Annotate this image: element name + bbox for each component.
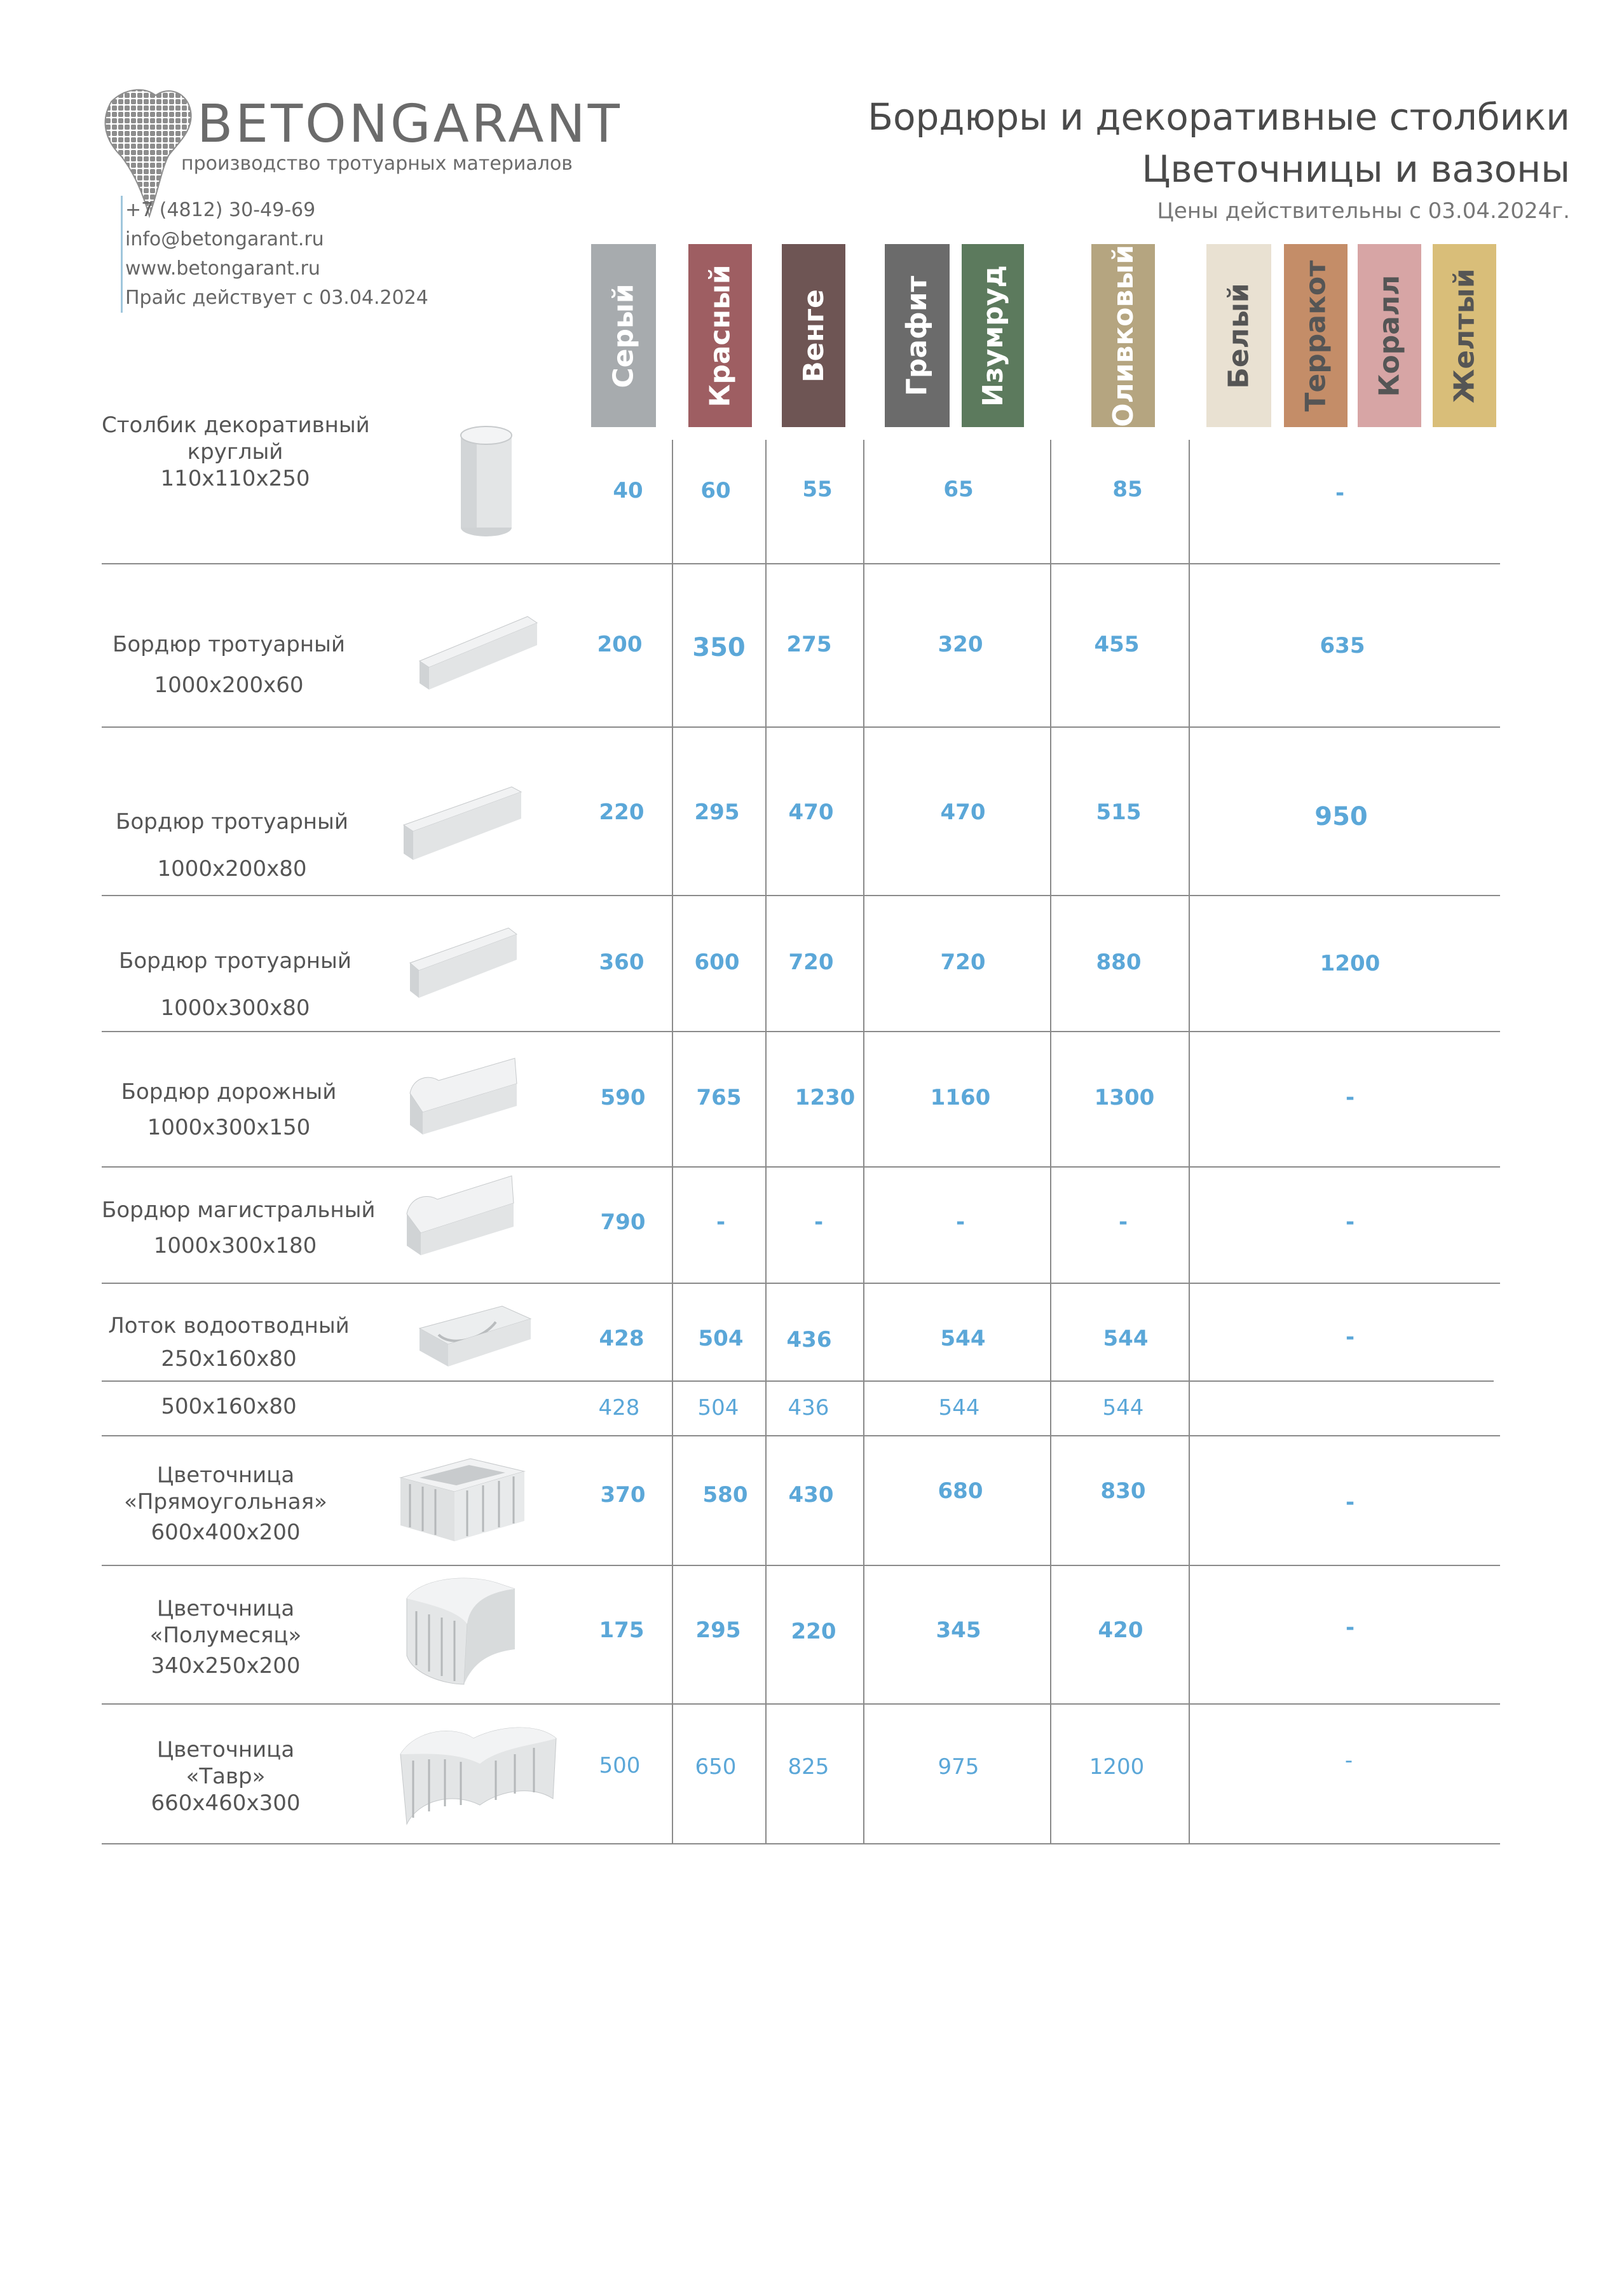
- column-divider: [765, 440, 767, 1843]
- price-cell: 55: [802, 477, 833, 502]
- product-name-line: Бордюр тротуарный: [113, 632, 345, 657]
- price-cell: 175: [599, 1618, 645, 1643]
- row-divider: [102, 1703, 1500, 1705]
- swatch-label: Белый: [1222, 282, 1255, 389]
- planter-tavr-image: [391, 1710, 563, 1837]
- row-divider: [102, 1843, 1500, 1844]
- price-cell: 825: [788, 1754, 829, 1780]
- price-cell: 436: [786, 1327, 832, 1353]
- swatch-label: Графит: [901, 275, 934, 396]
- price-cell: -: [1345, 1085, 1355, 1110]
- brand-name: BETONGARANT: [197, 94, 622, 154]
- price-cell: 220: [599, 800, 645, 825]
- swatch-label: Терракот: [1299, 259, 1332, 412]
- price-cell: 1200: [1320, 951, 1381, 976]
- column-divider: [863, 440, 864, 1843]
- highway-curb-image: [400, 1173, 515, 1258]
- product-name-line: 660x460x300: [151, 1790, 301, 1816]
- price-cell: -: [1345, 1615, 1355, 1640]
- price-cell: 428: [599, 1326, 645, 1351]
- swatch-coral: [1358, 244, 1421, 427]
- product-name-planter-rect: [92, 1462, 359, 1546]
- product-name-line: Цветочница: [156, 1462, 295, 1488]
- product-name-line: 600x400x200: [151, 1520, 301, 1545]
- page-title-line2: Цветочницы и вазоны: [1142, 147, 1570, 191]
- price-cell: 504: [697, 1395, 739, 1421]
- price-cell: -: [1344, 1748, 1353, 1773]
- brand-tagline: производство тротуарных материалов: [181, 153, 573, 175]
- swatch-yellow: [1433, 244, 1496, 427]
- curb-200x80-image: [397, 780, 524, 863]
- swatch-label: Серый: [607, 283, 640, 388]
- price-cell: 544: [1103, 1326, 1149, 1351]
- price-cell: 350: [692, 633, 746, 662]
- price-cell: 544: [938, 1395, 980, 1421]
- validity-date: Цены действительны с 03.04.2024г.: [1157, 198, 1570, 224]
- price-cell: 600: [694, 950, 740, 975]
- swatch-wenge: [782, 244, 845, 427]
- price-cell: 428: [598, 1395, 640, 1421]
- price-cell: 275: [786, 632, 832, 657]
- swatch-terracotta: [1284, 244, 1348, 427]
- drain-tray-image: [413, 1300, 534, 1370]
- row-divider: [102, 563, 1500, 564]
- product-name-line: круглый: [187, 439, 283, 465]
- price-cell: 370: [600, 1482, 646, 1508]
- price-cell: 470: [788, 800, 834, 825]
- price-cell: -: [716, 1210, 726, 1235]
- product-name-line: 1000x200x80: [157, 856, 307, 882]
- product-name-line: Бордюр тротуарный: [119, 948, 351, 974]
- price-cell: -: [814, 1210, 824, 1235]
- price-cell: -: [1118, 1210, 1128, 1235]
- price-cell: 544: [1102, 1395, 1144, 1421]
- price-cell: 1300: [1094, 1085, 1155, 1110]
- price-cell: 880: [1096, 950, 1142, 975]
- row-divider: [102, 1166, 1500, 1168]
- row-divider: [102, 1565, 1500, 1566]
- product-name-line: «Тавр»: [186, 1764, 266, 1789]
- price-cell: 295: [694, 800, 740, 825]
- phone[interactable]: +7 (4812) 30-49-69: [125, 199, 316, 221]
- planter-crescent-image: [394, 1573, 528, 1694]
- contacts-block: [121, 196, 428, 313]
- swatch-red: [688, 244, 752, 427]
- swatch-white: [1206, 244, 1271, 427]
- swatch-label: Оливковый: [1107, 244, 1140, 427]
- product-name-line: 1000x300x80: [160, 995, 310, 1021]
- price-cell: 950: [1314, 802, 1368, 831]
- road-curb-image: [404, 1055, 518, 1138]
- price-cell: 515: [1096, 800, 1142, 825]
- column-divider: [1050, 440, 1051, 1843]
- price-cell: 420: [1098, 1618, 1143, 1643]
- product-name-line: 1000x200x60: [154, 672, 304, 698]
- product-name-highway-curb: [102, 1192, 376, 1264]
- decorative-post-image: [445, 423, 528, 540]
- price-cell: -: [1345, 1325, 1355, 1350]
- product-name-line: 1000x300x150: [147, 1115, 311, 1140]
- price-cell: 765: [696, 1085, 742, 1110]
- price-cell: -: [1345, 1210, 1355, 1235]
- product-name-line: Бордюр тротуарный: [116, 809, 348, 835]
- price-cell: 544: [940, 1326, 986, 1351]
- page-title-line1: Бордюры и декоративные столбики: [868, 95, 1570, 139]
- product-name-line: Лоток водоотводный: [108, 1313, 350, 1339]
- curb-300x80-image: [404, 925, 518, 1001]
- price-cell: 60: [700, 478, 731, 503]
- price-cell: 65: [943, 477, 974, 502]
- price-cell: 680: [938, 1478, 983, 1504]
- product-name-drain-tray: [95, 1309, 362, 1375]
- product-name-curb-300x80: [102, 937, 369, 1032]
- product-name-planter-crescent: [92, 1595, 359, 1679]
- price-cell: 295: [695, 1618, 741, 1643]
- price-cell: 500: [599, 1753, 641, 1778]
- product-name-line: 1000x300x180: [153, 1233, 317, 1258]
- price-cell: 1200: [1089, 1754, 1145, 1780]
- product-name-line: Бордюр дорожный: [121, 1079, 337, 1105]
- price-cell: 360: [599, 950, 645, 975]
- product-name-curb-200x60: [95, 624, 362, 705]
- price-cell: 40: [613, 478, 643, 503]
- row-divider: [102, 726, 1500, 728]
- swatch-label: Венге: [797, 289, 830, 383]
- row-divider: [102, 1380, 1494, 1382]
- row-divider: [102, 1435, 1500, 1436]
- swatch-label: Красный: [704, 264, 737, 407]
- price-cell: 430: [788, 1482, 834, 1508]
- price-cell: 650: [695, 1754, 737, 1780]
- price-cell: 580: [702, 1482, 748, 1508]
- product-name-post: [102, 412, 369, 492]
- price-cell: 345: [936, 1618, 981, 1643]
- column-divider: [1189, 440, 1190, 1843]
- pricelist-date: Прайс действует с 03.04.2024: [125, 287, 428, 309]
- price-cell: 85: [1112, 477, 1143, 502]
- price-cell: 436: [788, 1395, 829, 1421]
- product-name-line: Цветочница: [156, 1596, 295, 1621]
- product-name-line: 340x250x200: [151, 1653, 301, 1679]
- product-name-planter-tavr: [92, 1736, 359, 1816]
- product-name-curb-200x80: [99, 798, 365, 892]
- product-name-line: 250x160x80: [161, 1346, 297, 1372]
- price-cell: 720: [788, 950, 834, 975]
- price-cell: -: [1345, 1490, 1355, 1515]
- swatch-label: Желтый: [1448, 268, 1481, 404]
- swatch-grey: [591, 244, 656, 427]
- swatch-olive: [1091, 244, 1155, 427]
- price-cell: 504: [698, 1326, 744, 1351]
- product-name-line: Столбик декоративный: [102, 412, 370, 438]
- product-name-line: Цветочница: [156, 1737, 295, 1762]
- price-cell: 455: [1094, 632, 1140, 657]
- price-cell: 470: [940, 800, 986, 825]
- price-cell: 975: [938, 1754, 979, 1780]
- price-cell: 1230: [795, 1085, 856, 1110]
- price-cell: 200: [597, 632, 643, 657]
- swatch-graphite: [885, 244, 950, 427]
- swatch-label: Изумруд: [976, 264, 1009, 407]
- row-divider: [102, 895, 1500, 896]
- product-name-line: 500x160x80: [161, 1394, 297, 1419]
- product-name-line: «Прямоугольная»: [124, 1489, 327, 1515]
- product-name-drain-tray-500: [95, 1393, 362, 1420]
- email[interactable]: info@betongarant.ru: [125, 228, 324, 250]
- swatch-emerald: [962, 244, 1024, 427]
- product-name-line: «Полумесяц»: [149, 1623, 302, 1648]
- column-divider: [672, 440, 673, 1843]
- curb-200x60-image: [413, 610, 540, 693]
- website[interactable]: www.betongarant.ru: [125, 257, 320, 280]
- product-name-road-curb: [95, 1074, 362, 1145]
- price-cell: 830: [1100, 1478, 1146, 1504]
- price-cell: 220: [791, 1619, 836, 1644]
- swatch-label: Коралл: [1373, 275, 1406, 397]
- row-divider: [102, 1283, 1500, 1284]
- product-name-line: 110x110x250: [160, 466, 310, 491]
- price-cell: 790: [600, 1210, 646, 1235]
- price-cell: -: [955, 1210, 966, 1235]
- price-cell: 1160: [930, 1085, 991, 1110]
- price-cell: 635: [1320, 633, 1365, 658]
- price-cell: 320: [938, 632, 983, 657]
- planter-rectangular-image: [394, 1452, 528, 1548]
- product-name-line: Бордюр магистральный: [102, 1197, 376, 1223]
- price-cell: 590: [600, 1085, 646, 1110]
- price-cell: -: [1335, 480, 1345, 506]
- price-cell: 720: [940, 950, 986, 975]
